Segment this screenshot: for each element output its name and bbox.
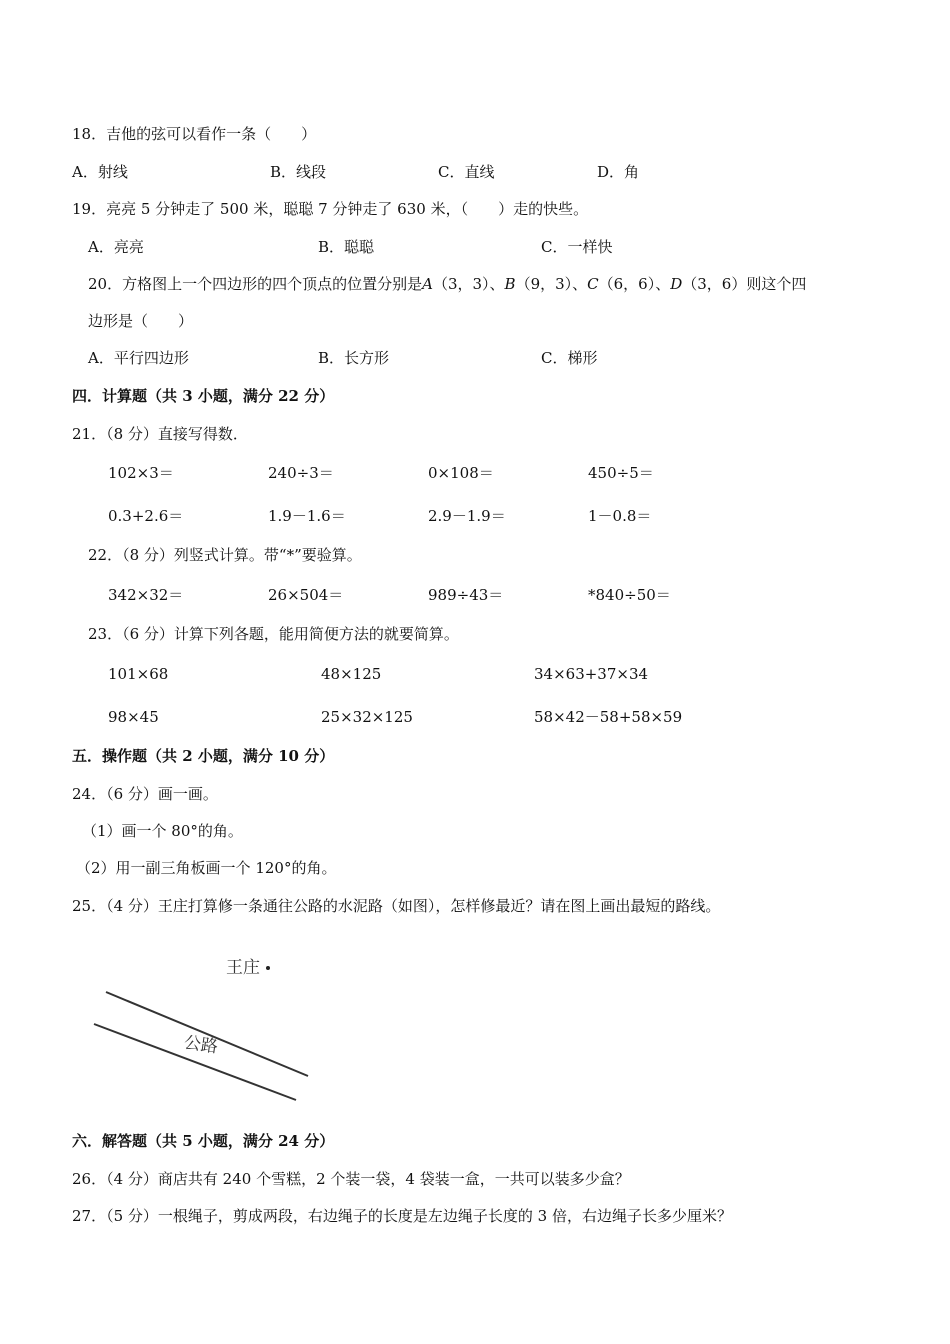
q26-stem: 26．（4 分）商店共有 240 个雪糕，2 个装一袋，4 袋装一盒，一共可以装多少盒？ <box>72 1170 630 1188</box>
q21-item: 0.3+2.6＝ <box>108 507 184 525</box>
q21-item: 1－0.8＝ <box>588 507 652 525</box>
village-label: 王庄 <box>226 958 260 978</box>
road-label: 公路 <box>182 1032 220 1058</box>
road-figure <box>80 928 320 1108</box>
q22-stem: 22．（8 分）列竖式计算。带“*”要验算。 <box>88 546 362 564</box>
q20-point-c-label: C <box>587 275 599 293</box>
q19-option-b: B．聪聪 <box>318 238 375 256</box>
q24-sub-1: （1）画一个 80°的角。 <box>82 822 243 840</box>
q19-option-c: C．一样快 <box>541 238 613 256</box>
q23-item: 101×68 <box>108 665 169 683</box>
q24-stem: 24．（6 分）画一画。 <box>72 785 218 803</box>
q22-item: 342×32＝ <box>108 586 184 604</box>
q21-item: 240÷3＝ <box>268 464 334 482</box>
q20-point-a-label: A <box>422 275 433 293</box>
section-6-heading: 六．解答题（共 5 小题，满分 24 分） <box>72 1132 335 1150</box>
q20-option-a: A．平行四边形 <box>88 349 189 367</box>
q20-option-b: B．长方形 <box>318 349 390 367</box>
q21-item: 450÷5＝ <box>588 464 654 482</box>
q18-stem: 18．吉他的弦可以看作一条（ ） <box>72 125 317 143</box>
q20-point-c-coord: （6，6）、 <box>598 275 671 293</box>
section-5-heading: 五．操作题（共 2 小题，满分 10 分） <box>72 747 335 765</box>
q20-point-d-label: D <box>670 275 683 293</box>
q20-point-b-label: B <box>504 275 516 293</box>
q18-option-a: A．射线 <box>72 163 128 181</box>
q22-item: 26×504＝ <box>268 586 344 604</box>
q22-item: *840÷50＝ <box>588 586 671 604</box>
q23-stem: 23．（6 分）计算下列各题，能用简便方法的就要简算。 <box>88 625 459 643</box>
q19-option-a: A．亮亮 <box>88 238 144 256</box>
section-4-heading: 四．计算题（共 3 小题，满分 22 分） <box>72 387 335 405</box>
q21-item: 2.9－1.9＝ <box>428 507 506 525</box>
q25-stem: 25．（4 分）王庄打算修一条通往公路的水泥路（如图），怎样修最近？请在图上画出最短的路线。 <box>72 897 721 915</box>
q23-item: 34×63+37×34 <box>534 665 649 683</box>
q18-option-b: B．线段 <box>270 163 327 181</box>
q23-item: 25×32×125 <box>321 708 413 726</box>
q21-item: 1.9－1.6＝ <box>268 507 346 525</box>
q18-option-d: D．角 <box>597 163 640 181</box>
q18-option-c: C．直线 <box>438 163 495 181</box>
q20-stem-prefix: 20．方格图上一个四边形的四个顶点的位置分别是 <box>88 275 423 293</box>
q20-point-d-coord: （3，6）则这个四 <box>682 275 807 293</box>
q20-stem-continued: 边形是（ ） <box>88 312 194 330</box>
q23-item: 58×42－58+58×59 <box>534 708 683 726</box>
q21-item: 102×3＝ <box>108 464 174 482</box>
q21-stem: 21．（8 分）直接写得数． <box>72 425 248 443</box>
q21-item: 0×108＝ <box>428 464 494 482</box>
q23-item: 98×45 <box>108 708 159 726</box>
q24-sub-2: （2）用一副三角板画一个 120°的角。 <box>76 859 337 877</box>
village-dot <box>266 966 270 970</box>
q19-stem: 19．亮亮 5 分钟走了 500 米，聪聪 7 分钟走了 630 米，（ ）走的快些。 <box>72 200 589 218</box>
road-edge-top <box>106 992 308 1076</box>
q20-option-c: C．梯形 <box>541 349 598 367</box>
q20-point-b-coord: （9，3）、 <box>515 275 588 293</box>
q27-stem: 27．（5 分）一根绳子，剪成两段，右边绳子的长度是左边绳子长度的 3 倍，右边绳子长多少厘米？ <box>72 1207 732 1225</box>
q22-item: 989÷43＝ <box>428 586 504 604</box>
q20-point-a-coord: （3，3）、 <box>432 275 505 293</box>
q23-item: 48×125 <box>321 665 382 683</box>
q20-stem <box>88 274 806 294</box>
